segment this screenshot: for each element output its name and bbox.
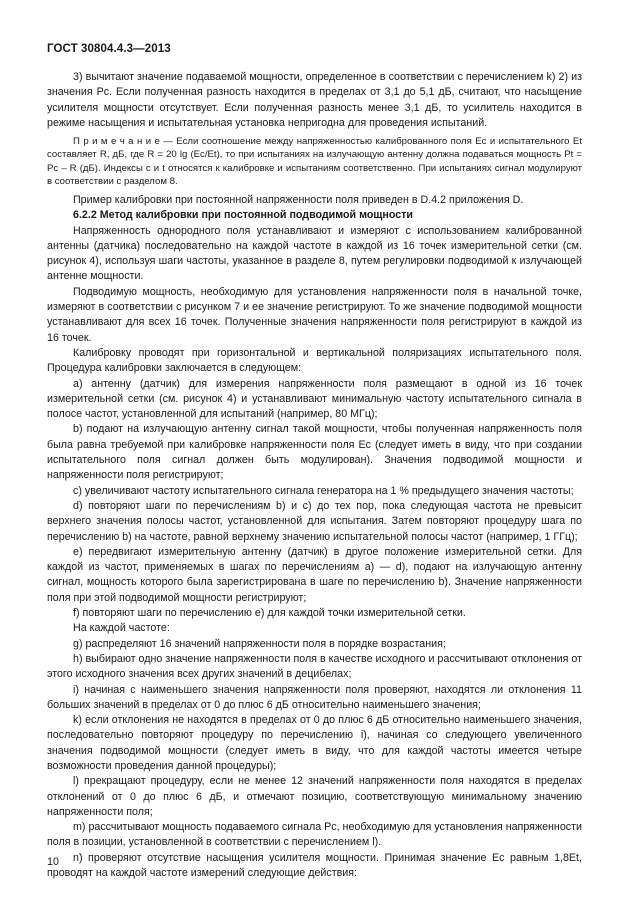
list-item-n: n) проверяют отсутствие насыщения усилителя мощности. Принимая значение Ec равным 1,8Et, проводят на каждой частоте измерений следующие действия:: [47, 851, 582, 880]
list-item-b: b) подают на излучающую антенну сигнал такой мощности, чтобы полученная напряженность поля была равна требуемой при калибровке напряженности поля Ec (следует иметь в виду, что при создании испытательного поля сигнал должен быть модулирован). Значения подводимой мощности и напряженности поля регистрируют;: [47, 423, 582, 482]
list-item-f: f) повторяют шаги по перечислению e) для каждой точки измерительной сетки.: [73, 607, 466, 620]
list-item-l: l) прекращают процедуру, если не менее 12 значений напряженности поля находятся в пределах отклонений от 0 до плюс 6 дБ, и отмечают позицию, соответствующую минимальному значению напряженности поля;: [47, 775, 582, 818]
list-item-i: i) начиная с наименьшего значения напряженности поля проверяют, находятся ли отклонения 11 больших значений в пределах от 0 до плюс 6 дБ относительно наименьшего значения;: [47, 683, 582, 711]
note-paragraph: П р и м е ч а н и е — Если соотношение между напряженностью калиброванного поля Ec и испытательного Et составляет R, дБ, где R = 20 lg (Ec/Et), то при испытаниях на излучающую антенну должна подаваться мощность Pt = Pc – R (дБ). Индексы c и t относятся к калибровке и испытаниям соответственно. При испытаниях сигнал модулируют в соответствии с разделом 8.: [47, 136, 582, 187]
paragraph-each-frequency: На каждой частоте:: [73, 622, 170, 635]
document-body: [47, 70, 582, 881]
list-item-k: k) если отклонения не находятся в пределах от 0 до плюс 6 дБ относительно наименьшего значения, последовательно повторяют процедуру по перечислению i), начиная со следующего увеличенного значения подводимой мощности (следует иметь в виду, что для каждой частоты имеется четыре возможности проведения данной процедуры);: [47, 714, 582, 772]
paragraph-input-power: Подводимую мощность, необходимую для установления напряженности поля в начальной точке, измеряют в соответствии с рисунком 7 и ее значение регистрируют. То же значение подводимой мощности устанавливают для всех 16 точек. Полученные значения напряженности поля регистрируют в каждой из 16 точек.: [47, 285, 582, 344]
paragraph-uniform-field: Напряженность однородного поля устанавливают и измеряют с использованием калиброванной антенны (датчика) последовательно на каждой частоте в каждой из 16 точек измерительной сетки (см. рисунок 4), используя шаги частоты, указанное в разделе 8, путем регулировки подводимой к излучающей антенне мощности.: [47, 224, 582, 283]
paragraph-polarization: Калибровку проводят при горизонтальной и вертикальной поляризациях испытательного поля. Процедура калибровки заключается в следующем:: [47, 346, 582, 375]
list-item-e: e) передвигают измерительную антенну (датчик) в другое положение измерительной сетки. Для каждой из частот, применяемых в шагах по перечислениям a) — d), подают на излучающую антенну сигнал, мощность которого была зарегистрирована в шаге по перечислению b). Значение напряженности поля при этой подводимой мощности регистрируют;: [47, 545, 582, 604]
list-item-c: c) увеличивают частоту испытательного сигнала генератора на 1 % предыдущего значения частоты;: [73, 484, 574, 497]
paragraph-calibration-example: Пример калибровки при постоянной напряженности поля приведен в D.4.2 приложения D.: [73, 194, 524, 206]
list-item-h: h) выбирают одно значение напряженности поля в качестве исходного и рассчитывают отклонения от этого исходного значения всех других значений в децибелах;: [47, 652, 582, 681]
list-item-a: a) антенну (датчик) для измерения напряженности поля размещают в одной из 16 точек измерительной сетки (см. рисунок 4) и устанавливают минимальную частоту испытательного сигнала в полосе частот, установленной для испытаний (например, 80 МГц);: [47, 377, 582, 421]
paragraph-saturation-step-3: 3) вычитают значение подаваемой мощности, определенное в соответствии с перечислением k) 2) из значения Pc. Если полученная разность находится в пределах от 3,1 до 5,1 дБ, считают, что насыщение усилителя мощности отсутствует. Если полученная разность менее 3,1 дБ, то усилитель находится в режиме насыщения и испытательная установка непригодна для проведения испытаний.: [47, 71, 582, 129]
list-item-g: g) распределяют 16 значений напряженности поля в порядке возрастания;: [73, 637, 446, 650]
page-number: 10: [47, 856, 59, 868]
list-item-d: d) повторяют шаги по перечислениям b) и c) до тех пор, пока следующая частота не превысит верхнего значения полосы частот, установленной для испытания. Затем повторяют процедуру шага по перечислению b) на частоте, равной верхнему значению испытательной полосы частот (например, 1 ГГц);: [47, 499, 582, 543]
list-item-m: m) рассчитывают мощность подаваемого сигнала Pc, необходимую для установления напряженности поля в позиции, установленной в соответствии с перечислением l).: [47, 821, 582, 849]
document-header: ГОСТ 30804.4.3—2013: [47, 43, 171, 55]
section-heading-6-2-2: 6.2.2 Метод калибровки при постоянной подводимой мощности: [73, 209, 413, 222]
